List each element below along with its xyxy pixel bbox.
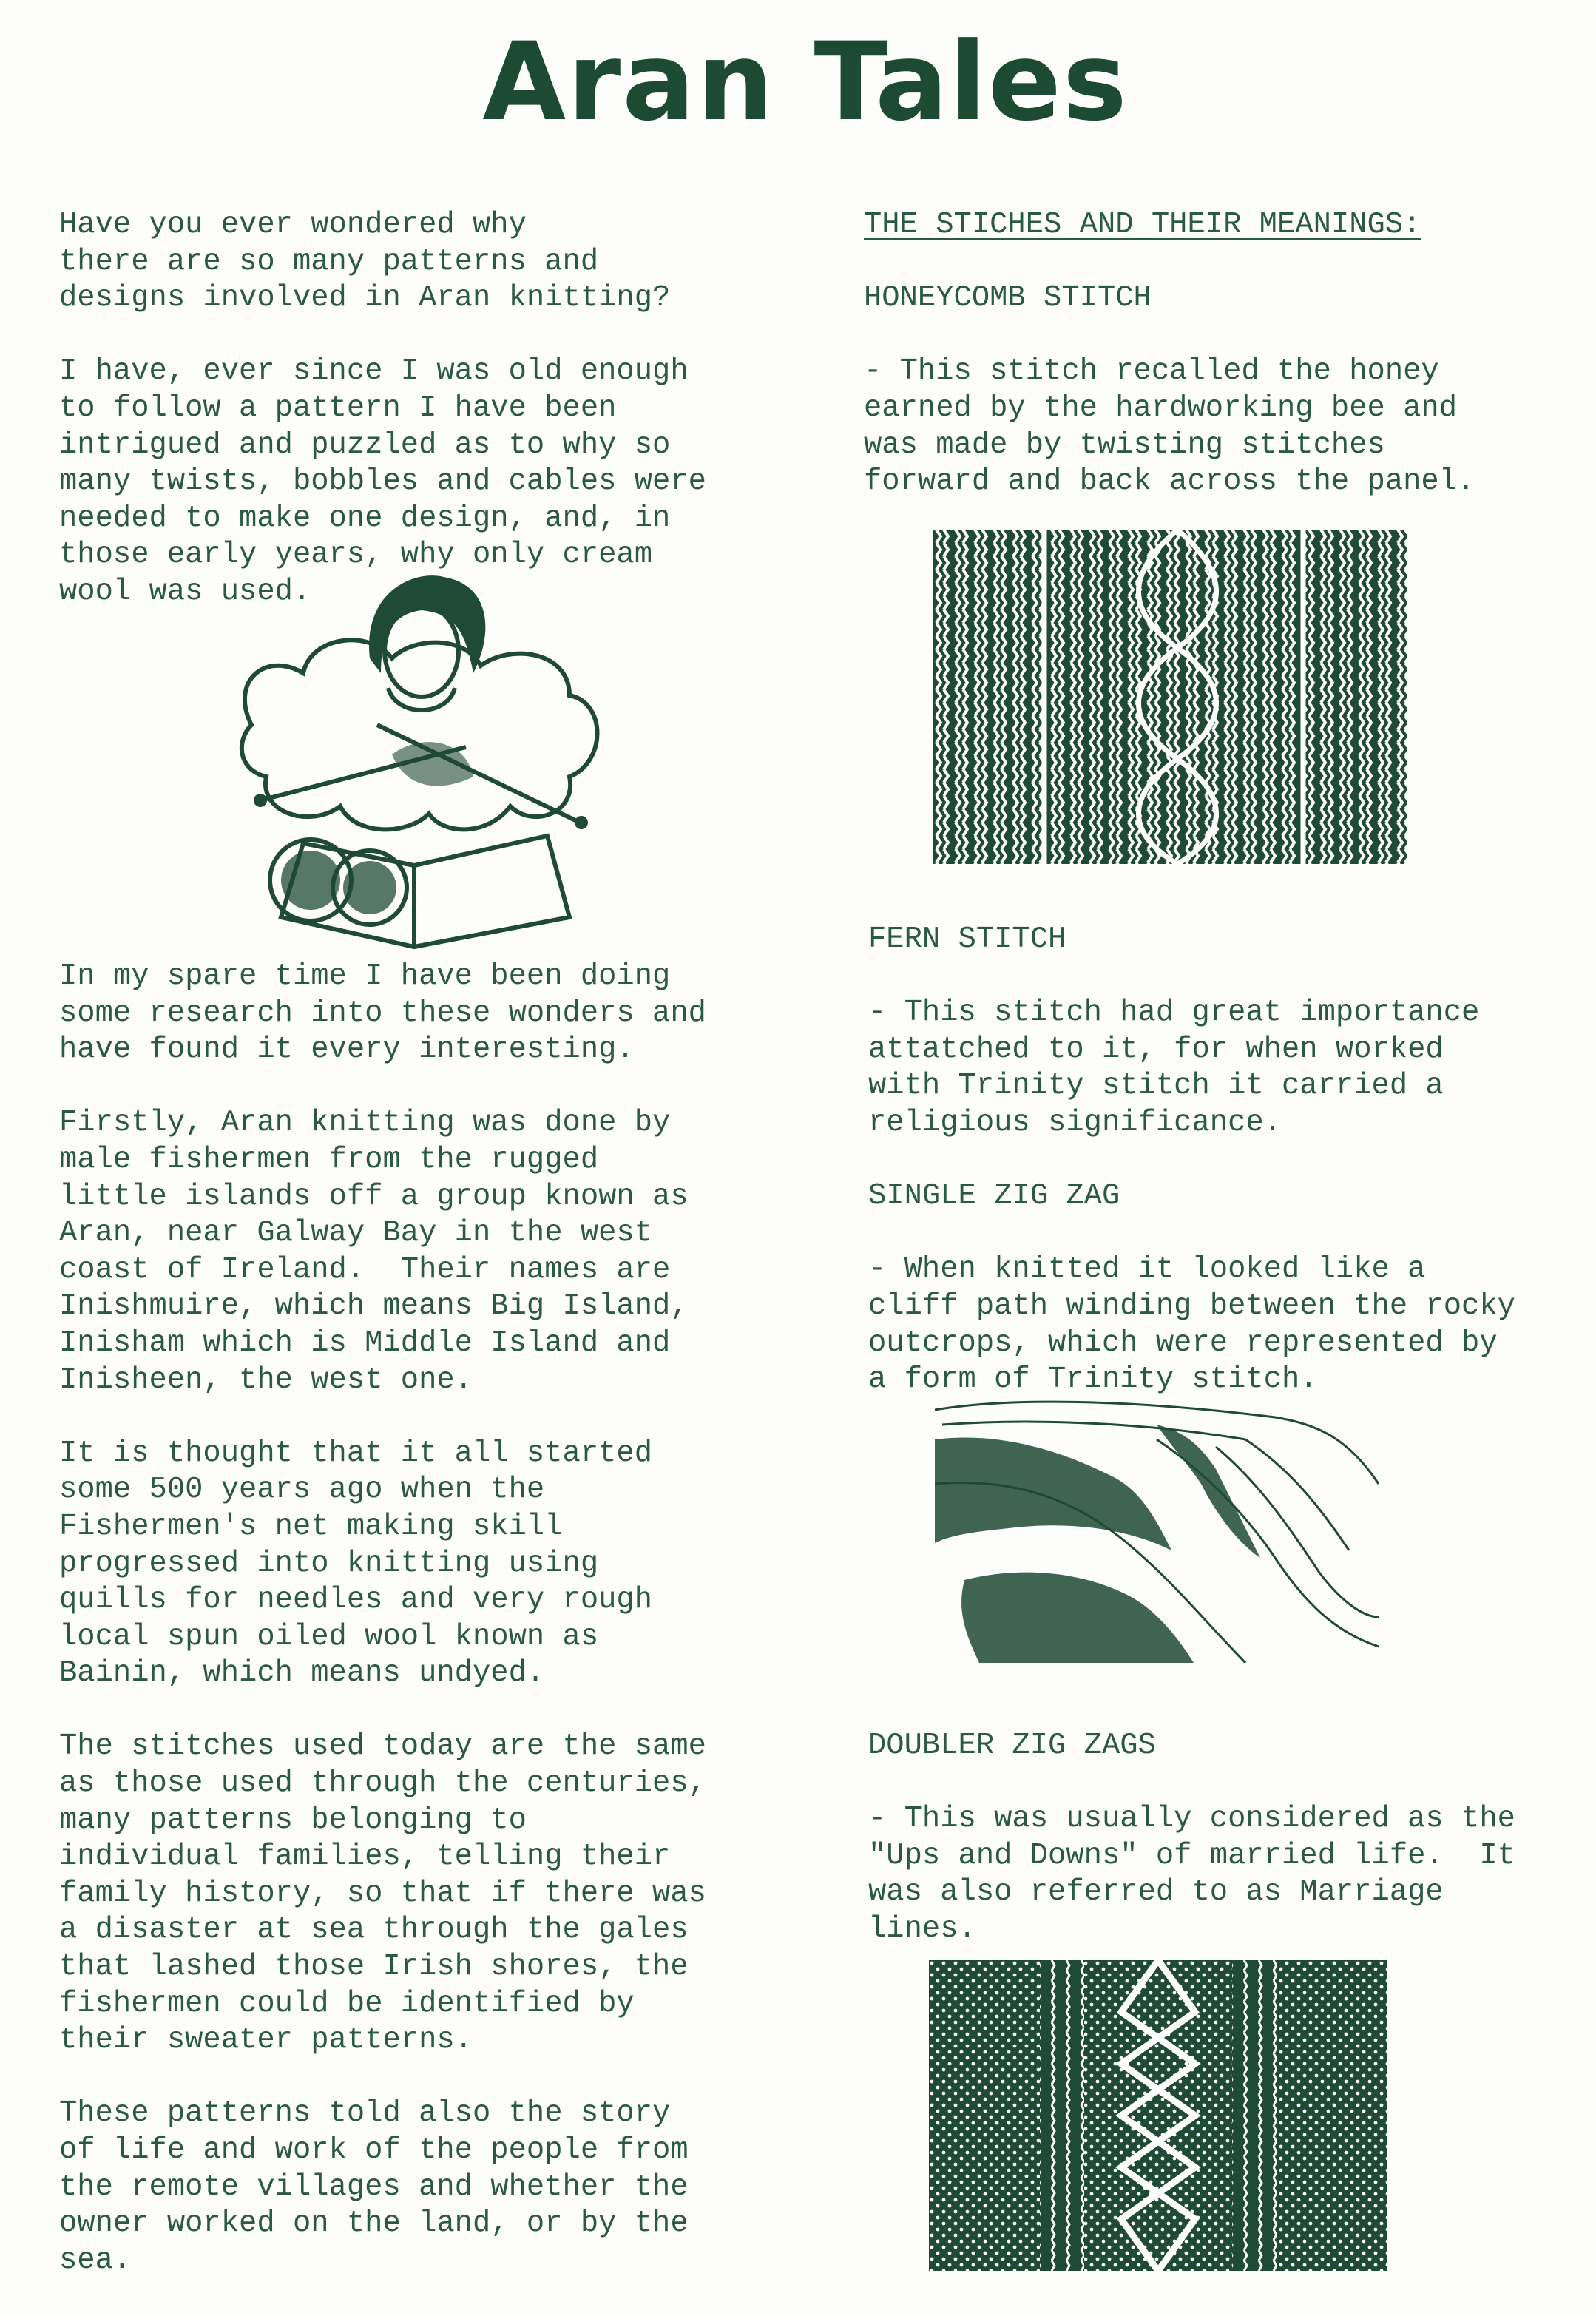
stitch-doubler-zig-zags [868,1728,1578,1948]
paragraph-3: In my spare time I have been doing some research into these wonders and have found it every interesting. [59,959,706,1067]
left-column-bottom [59,959,784,2316]
right-column-middle [868,922,1578,1435]
right-column-top [864,207,1574,537]
knitting-woman-illustration [222,570,621,954]
double-zig-zag-swatch-image [929,1960,1387,2271]
paragraph-2: I have, ever since I was old enough to follow a pattern I have been intrigued and puzzled as to why so many twists, bobbles and cables were needed to make one design, and, in those early years, why only cream wool was used. [59,354,706,609]
stitch-name: DOUBLER ZIG ZAGS [868,1729,1156,1763]
stitch-name: FERN STITCH [868,922,1066,956]
stitch-description: - This stitch had great importance attatched to it, for when worked with Trinity stitch it carried a religious significance. [868,996,1480,1140]
paragraph-6: The stitches used today are the same as those used through the centuries, many patterns belonging to individual families, telling their family history, so that if there was a disaster at sea through the gales that lashed those Irish shores, the fishermen could be identified by their sweater patterns. [59,1729,706,2058]
paragraph-5: It is thought that it all started some 500 years ago when the Fishermen's net making skill progressed into knitting using quills for needles and very rough local spun oiled wool known as Bainin, which means undyed. [59,1436,653,1691]
stitch-name: HONEYCOMB STITCH [864,281,1152,316]
stitch-single-zig-zag [868,1178,1578,1399]
right-column-bottom [868,1728,1578,1985]
cliff-landscape-image [935,1395,1379,1663]
paragraph-1: Have you ever wondered why there are so many patterns and designs involved in Aran knitting? [59,208,671,316]
stitches-heading: THE STICHES AND THEIR MEANINGS: [864,208,1421,242]
honeycomb-swatch-image [933,530,1407,864]
stitch-fern [868,922,1578,1142]
paragraph-7: These patterns told also the story of life and work of the people from the remote villages and whether the owner worked on the land, or by the sea. [59,2096,689,2278]
stitch-honeycomb [864,280,1574,501]
stitch-description: - This was usually considered as the "Ups and Downs" of married life. It was also referred to as Marriage lines. [868,1802,1515,1946]
stitch-description: - This stitch recalled the honey earned by the hardworking bee and was made by twisting stitches forward and back across the panel. [864,354,1475,499]
paragraph-4: Firstly, Aran knitting was done by male fishermen from the rugged little islands off a group known as Aran, near Galway Bay in the west coast of Ireland. Their names are Inishmuire, which means Big Island, Inisham which is Middle Island and Inisheen, the west one. [59,1106,689,1397]
stitch-name: SINGLE ZIG ZAG [868,1179,1120,1214]
page-title: Aran Tales [482,19,1129,145]
stitch-description: - When knitted it looked like a cliff path winding between the rocky outcrops, which were represented by a form of Trinity stitch. [868,1252,1515,1397]
